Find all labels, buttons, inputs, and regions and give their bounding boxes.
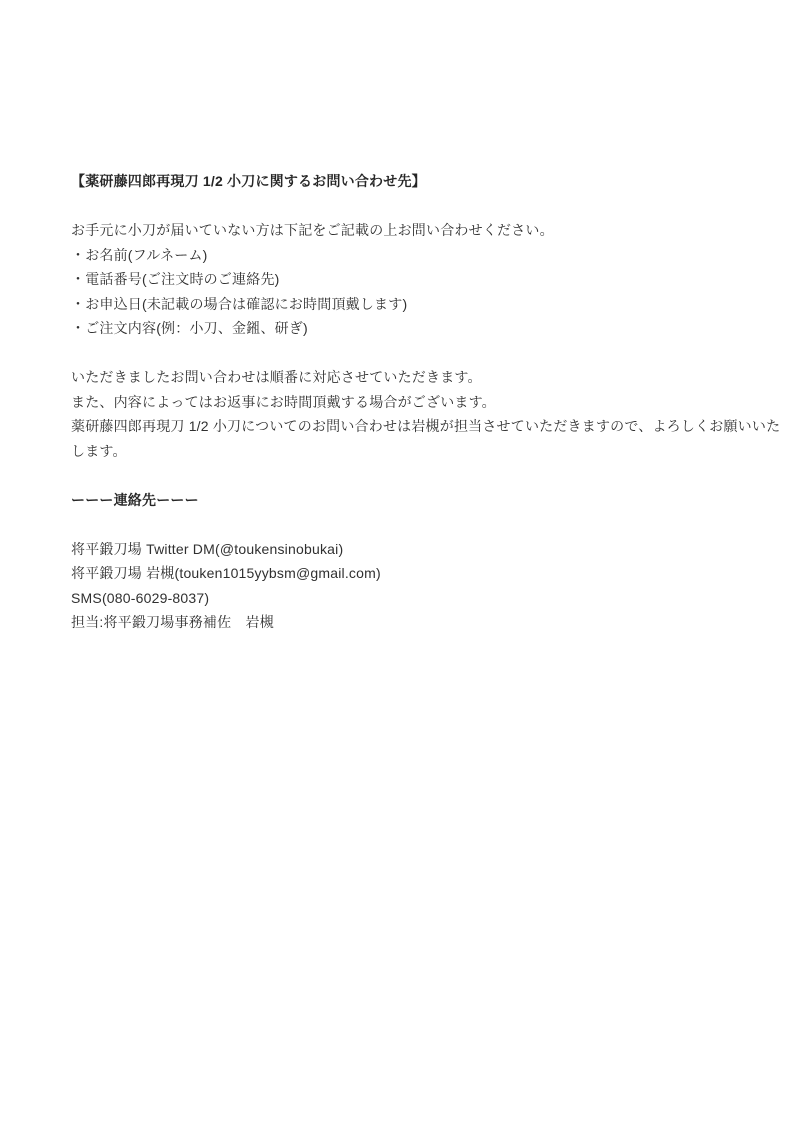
contact-sms-number: SMS(080-6029-8037) — [71, 589, 210, 606]
intro-line: お手元に小刀が届いていない方は下記をご記載の上お問い合わせください。 — [71, 222, 554, 238]
contact-twitter-dm: 将平鍛刀場 Twitter DM(@toukensinobukai) — [71, 540, 344, 557]
document-page — [71, 169, 782, 635]
spacer — [71, 194, 782, 219]
contact-person-in-charge: 担当:将平鍛刀場事務補佐 岩槻 — [71, 614, 274, 630]
spacer — [71, 463, 782, 488]
note-response-order: いただきましたお問い合わせは順番に対応させていただきます。 — [71, 369, 482, 385]
bullet-item-order-content: ・ご注文内容(例：小刀、金鎺、研ぎ) — [71, 320, 308, 336]
contact-section-heading: ーーー連絡先ーーー — [71, 491, 199, 508]
bullet-item-phone: ・電話番号(ご注文時のご連絡先) — [71, 271, 280, 287]
contact-email: 将平鍛刀場 岩槻(touken1015yybsm@gmail.com) — [71, 565, 381, 581]
spacer — [71, 341, 782, 366]
note-reply-time: また、内容によってはお返事にお時間頂戴する場合がございます。 — [71, 393, 496, 410]
bullet-item-application-date: ・お申込日(未記載の場合は確認にお時間頂戴します) — [71, 295, 408, 312]
note-contact-person: 薬研藤四郎再現刀 1/2 小刀についてのお問い合わせは岩槻が担当させていただきますので、よろしくお願いいたします。 — [71, 418, 781, 459]
spacer — [71, 512, 782, 537]
bullet-item-name: ・お名前(フルネーム) — [71, 246, 208, 263]
document-title: 【薬研藤四郎再現刀 1/2 小刀に関するお問い合わせ先】 — [71, 173, 426, 189]
